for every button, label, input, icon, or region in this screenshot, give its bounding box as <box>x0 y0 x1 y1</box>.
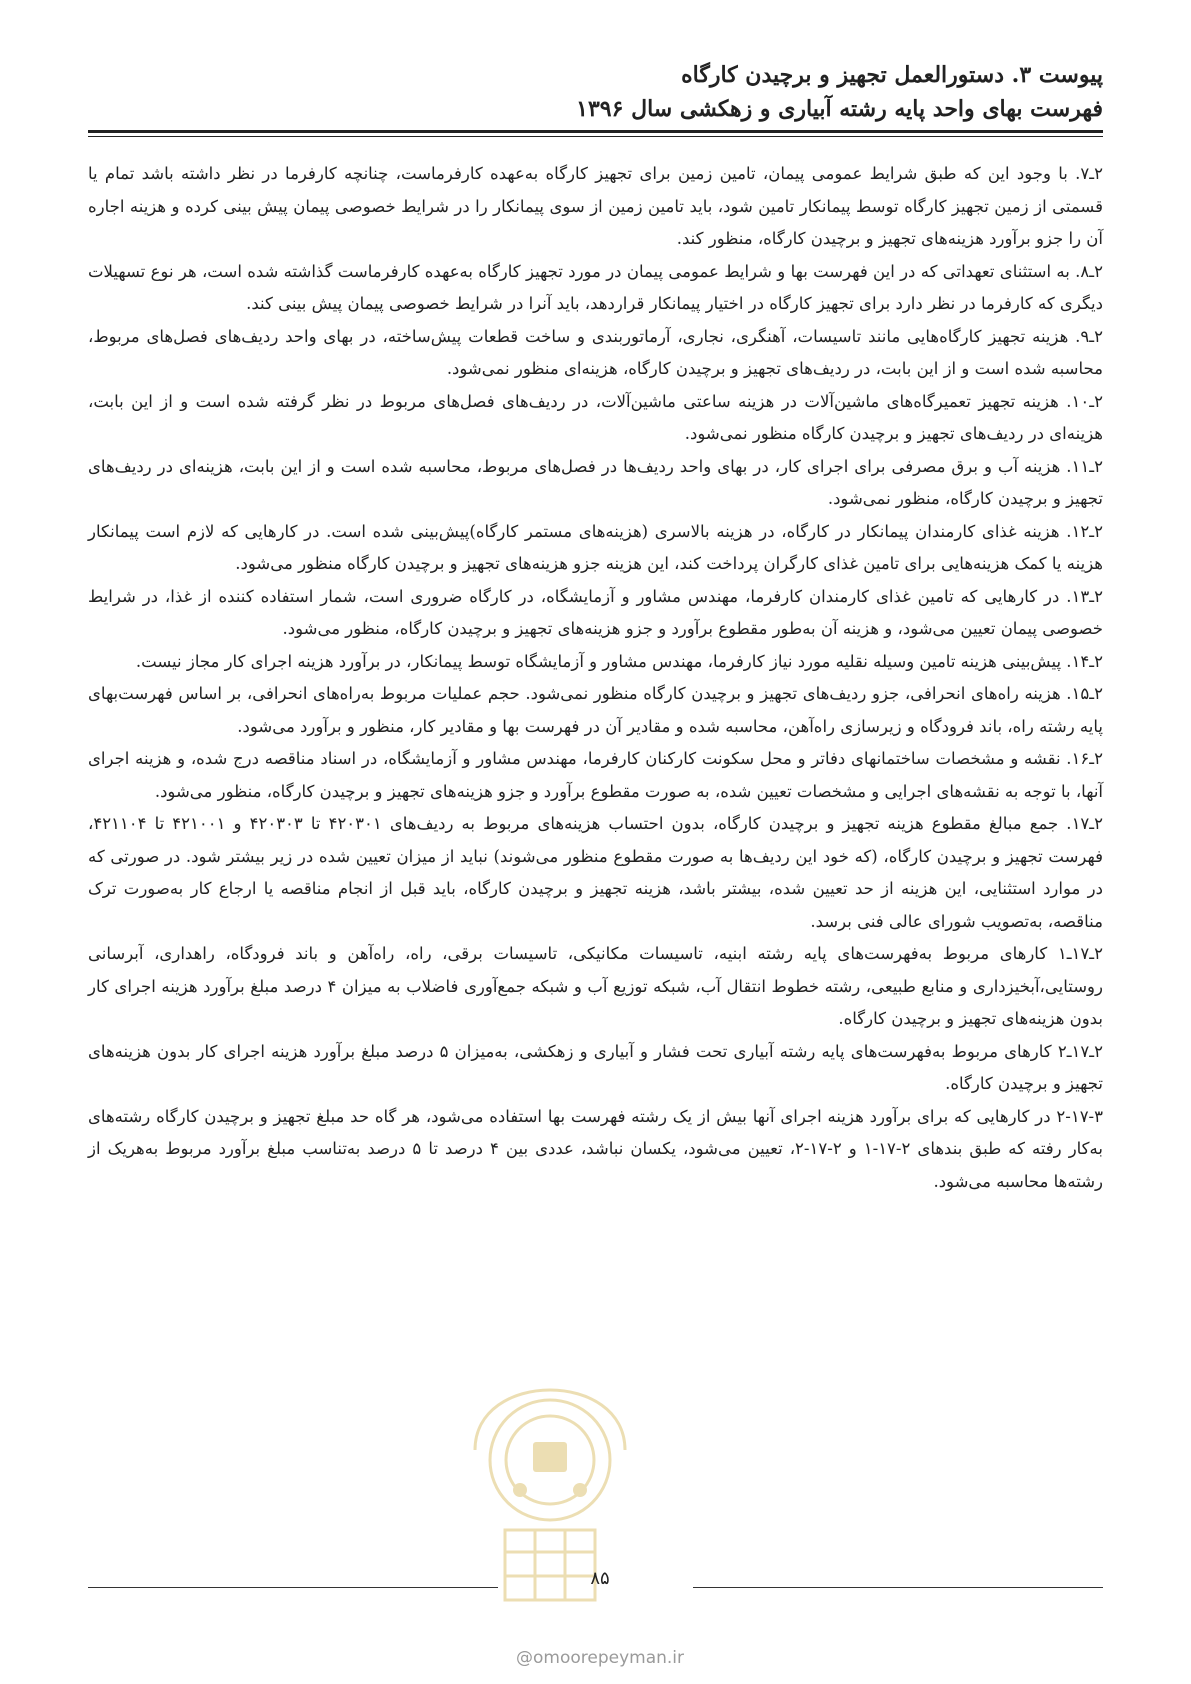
footer-rule-left <box>88 1587 498 1588</box>
header-rule-thick <box>88 130 1103 133</box>
paragraph-2-10: ۲ـ۱۰. هزینه تجهیز تعمیرگاه‌های ماشین‌آلات در هزینه ساعتی ماشین‌آلات، در ردیف‌های فصل‌های مربوط در نظر گرفته شده است و از این بابت، هزینه‌ای در ردیف‌های تجهیز و برچیدن کارگاه منظور نمی‌شود. <box>88 391 1103 443</box>
page-header <box>88 58 1103 126</box>
paragraph-2-11: ۲ـ۱۱. هزینه آب و برق مصرفی برای اجرای کار، در بهای واحد ردیف‌ها در فصل‌های مربوط، محاسبه شده است و از این بابت، هزینه‌ای در ردیف‌های تجهیز و برچیدن کارگاه، منظور نمی‌شود. <box>88 456 1103 508</box>
paragraph-2-13: ۲ـ۱۳. در کارهایی که تامین غذای کارمندان کارفرما، مهندس مشاور و آزمایشگاه، در کارگاه ضروری است، شمار استفاده کننده از غذا، در شرایط خصوصی پیمان تعیین می‌شود، و هزینه آن به‌طور مقطوع برآورد و جزو هزینه‌های تجهیز و برچیدن کارگاه، منظور می‌شود. <box>88 586 1103 638</box>
website-watermark: @omoorepeyman.ir <box>515 1648 685 1668</box>
paragraph-2-17: ۲ـ۱۷. جمع مبالغ مقطوع هزینه تجهیز و برچیدن کارگاه، بدون احتساب هزینه‌های مربوط به ردیف‌های ۴۲۰۳۰۱ تا ۴۲۰۳۰۳ و ۴۲۱۰۰۱ تا ۴۲۱۱۰۴، فهرست تجهیز و برچیدن کارگاه، (که خود این ردیف‌ها به صورت مقطوع منظور می‌شوند) نباید از میزان تعیین شده در زیر بیشتر شود. در صورتی که در موارد استثنایی، این هزینه از حد تعیین شده، بیشتر باشد، هزینه تجهیز و برچیدن کارگاه، باید قبل از انجام مناقصه یا ارجاع کار به‌صورت ترک مناقصه، به‌تصویب شورای عالی فنی برسد. <box>88 814 1104 931</box>
page-number: ۸۵ <box>590 1568 610 1589</box>
appendix-title: پیوست ۳. دستورالعمل تجهیز و برچیدن کارگاه <box>681 62 1103 88</box>
paragraph-2-14: ۲ـ۱۴. پیش‌بینی هزینه تامین وسیله نقلیه مورد نیاز کارفرما، مهندس مشاور و آزمایشگاه توسط پیمانکار، در برآورد هزینه اجرای کار مجاز نیست. <box>135 651 1103 671</box>
paragraph-2-7: ۲ـ۷. با وجود این که طبق شرایط عمومی پیمان، تامین زمین برای تجهیز کارگاه به‌عهده کارفرماست، چنانچه کارفرما در نظر داشته باشد تمام یا قسمتی از زمین تجهیز کارگاه توسط پیمانکار تامین شود، باید تامین زمین از سوی پیمانکار را در شرایط خصوصی پیمان پیش بینی کرده و هزینه اجاره آن را جزو برآورد هزینه‌های تجهیز و برچیدن کارگاه، منظور کند. <box>88 164 1103 248</box>
paragraph-2-15: ۲ـ۱۵. هزینه راه‌های انحرافی، جزو ردیف‌های تجهیز و برچیدن کارگاه منظور نمی‌شود. حجم عملیات مربوط به‌راه‌های انحرافی، بر اساس فهرست‌بهای پایه رشته راه، باند فرودگاه و زیرسازی راه‌آهن، محاسبه شده و مقادیر آن در فهرست بها و مقادیر کار، منظور و برآورد می‌شود. <box>88 684 1103 736</box>
price-list-title: فهرست بهای واحد پایه رشته آبیاری و زهکشی سال ۱۳۹۶ <box>576 96 1103 122</box>
paragraph-2-9: ۲ـ۹. هزینه تجهیز کارگاه‌هایی مانند تاسیسات، آهنگری، نجاری، آرماتوربندی و ساخت قطعات پیش‌ساخته، در بهای واحد ردیف‌های فصل‌های مربوط، محاسبه شده است و از این بابت، در ردیف‌های تجهیز و برچیدن کارگاه، هزینه‌ای منظور نمی‌شود. <box>88 326 1103 378</box>
footer-rule-right <box>693 1587 1103 1588</box>
header-rule-thin <box>88 136 1103 137</box>
paragraph-2-12: ۲ـ۱۲. هزینه غذای کارمندان پیمانکار در کارگاه، در هزینه بالاسری (هزینه‌های مستمر کارگاه)پیش‌بینی شده است. در کارهایی که لازم است پیمانکار هزینه یا کمک هزینه‌هایی برای تامین غذای کارگران پرداخت کند، این هزینه جزو هزینه‌های تجهیز و برچیدن کارگاه منظور می‌شود. <box>88 521 1103 573</box>
paragraph-2-8: ۲ـ۸. به استثنای تعهداتی که در این فهرست بها و شرایط عمومی پیمان در مورد تجهیز کارگاه به‌عهده کارفرماست گذاشته شده است، هر نوع تسهیلات دیگری که کارفرما در نظر دارد برای تجهیز کارگاه در اختیار پیمانکار قراردهد، باید آنرا در شرایط خصوصی پیمان پیش بینی کند. <box>88 261 1103 313</box>
paragraph-2-17-2: ۲ـ۱۷ـ۲ کارهای مربوط به‌فهرست‌های پایه رشته آبیاری تحت فشار و آبیاری و زهکشی، به‌میزان ۵ درصد مبلغ برآورد هزینه اجرای کار بدون هزینه‌های تجهیز و برچیدن کارگاه. <box>88 1041 1103 1093</box>
paragraph-2-17-3: ۲-۱۷-۳ در کارهایی که برای برآورد هزینه اجرای آنها بیش از یک رشته فهرست بها استفاده می‌شود، هر گاه حد مبلغ تجهیز و برچیدن کارگاه رشته‌های به‌کار رفته که طبق بندهای ۲-۱۷-۱ و ۲-۱۷-۲، تعیین می‌شود، یکسان نباشد، عددی بین ۴ درصد تا ۵ درصد به‌تناسب مبلغ برآورد مربوط به‌هریک از رشته‌ها محاسبه می‌شود. <box>88 1106 1103 1191</box>
paragraph-2-17-1: ۲ـ۱۷ـ۱ کارهای مربوط به‌فهرست‌های پایه رشته ابنیه، تاسیسات مکانیکی، تاسیسات برقی، راه، راه‌آهن و باند فرودگاه، راهداری، آبرسانی روستایی،آبخیزداری و منابع طبیعی، رشته خطوط انتقال آب، شبکه توزیع آب و شبکه جمع‌آوری فاضلاب به میزان ۴ درصد مبلغ برآورد هزینه اجرای کار بدون هزینه‌های تجهیز و برچیدن کارگاه. <box>88 944 1103 1028</box>
paragraph-2-16: ۲ـ۱۶. نقشه و مشخصات ساختمانهای دفاتر و محل سکونت کارکنان کارفرما، مهندس مشاور و آزمایشگاه، در اسناد مناقصه درج شده، و هزینه اجرای آنها، با توجه به نقشه‌های اجرایی و مشخصات تعیین شده، به صورت مقطوع برآورد و جزو هزینه‌های تجهیز و برچیدن کارگاه، منظور می‌شود. <box>88 749 1103 801</box>
body-text <box>88 158 1103 1198</box>
